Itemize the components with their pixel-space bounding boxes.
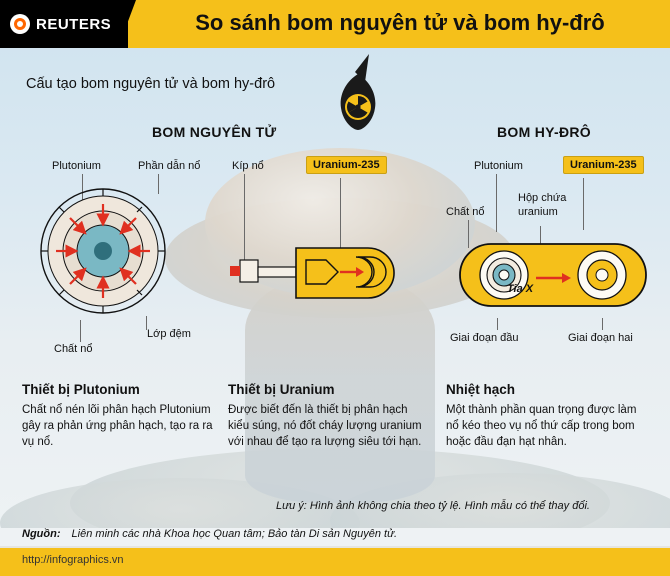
reuters-mark-icon (10, 14, 30, 34)
label-stage-two: Giai đoạn hai (568, 332, 633, 344)
reuters-logo (0, 0, 128, 48)
leader-line-stage-one (497, 318, 498, 330)
label-explosive-left: Chất nổ (54, 343, 93, 355)
caption-fusion-title: Nhiệt hạch (446, 382, 516, 397)
label-detonator: Phần dẫn nổ (138, 160, 201, 172)
hydrogen-bomb-diagram (458, 238, 648, 316)
leader-line-uranium-right (583, 178, 584, 230)
footer-url-link[interactable]: http://infographics.vn (22, 554, 124, 566)
label-tamper: Lớp đệm (147, 328, 191, 340)
reuters-wordmark: REUTERS (36, 15, 112, 33)
source-value: Liên minh các nhà Khoa học Quan tâm; Bảo tàn Di sản Nguyên tử. (71, 528, 398, 540)
leader-line-tamper (146, 316, 147, 330)
caption-plutonium (22, 382, 218, 451)
subtitle: Cấu tạo bom nguyên tử và bom hy-đrô (26, 76, 276, 92)
leader-line-plutonium-right (496, 174, 497, 232)
caption-plutonium-text: Chất nổ nén lõi phân hạch Plutonium gây ra phản ứng phân hạch, tạo ra ra vụ nổ. (22, 404, 213, 448)
plutonium-device-diagram (38, 186, 168, 316)
disclaimer-note: Lưu ý: Hình ảnh không chia theo tỷ lệ. Hình mẫu có thể thay đổi. (276, 500, 590, 512)
leader-line-explosive (80, 320, 81, 342)
logo-slant-decoration (118, 0, 136, 48)
label-plutonium-left: Plutonium (52, 160, 101, 172)
chip-uranium-235-left: Uranium-235 (306, 156, 387, 174)
bomb-icon (325, 52, 391, 132)
chip-uranium-235-right: Uranium-235 (563, 156, 644, 174)
label-xray: Tia X (507, 283, 534, 295)
label-plutonium-right: Plutonium (474, 160, 523, 172)
source-line (22, 528, 397, 540)
caption-fusion (446, 382, 646, 451)
caption-uranium-title: Thiết bị Uranium (228, 382, 335, 397)
source-label: Nguồn: (22, 528, 61, 540)
label-stage-one: Giai đoạn đầu (450, 332, 519, 344)
label-kipno: Kíp nổ (232, 160, 264, 172)
header-bar (0, 0, 670, 48)
column-heading-atomic: BOM NGUYÊN TỬ (152, 124, 277, 140)
page-title: So sánh bom nguyên tử và bom hy-đrô (195, 10, 605, 35)
label-uranium-box: Hộp chứa uranium (518, 192, 567, 218)
caption-uranium (228, 382, 428, 451)
leader-line-stage-two (602, 318, 603, 330)
caption-fusion-text: Một thành phần quan trọng được làm nổ kéo theo vụ nổ thứ cấp trong bom hoặc đầu đạn hạt nhân. (446, 404, 637, 448)
column-heading-hydrogen: BOM HY-ĐRÔ (497, 124, 591, 140)
footer-bar (0, 548, 670, 576)
caption-plutonium-title: Thiết bị Plutonium (22, 382, 140, 397)
label-explosive-right: Chất nổ (446, 206, 485, 218)
caption-uranium-text: Được biết đến là thiết bị phân hạch kiểu súng, nó đốt cháy lượng uranium với nhau để tạo ra lượng siêu tới hạn. (228, 404, 422, 448)
uranium-gun-device-diagram (228, 238, 418, 308)
